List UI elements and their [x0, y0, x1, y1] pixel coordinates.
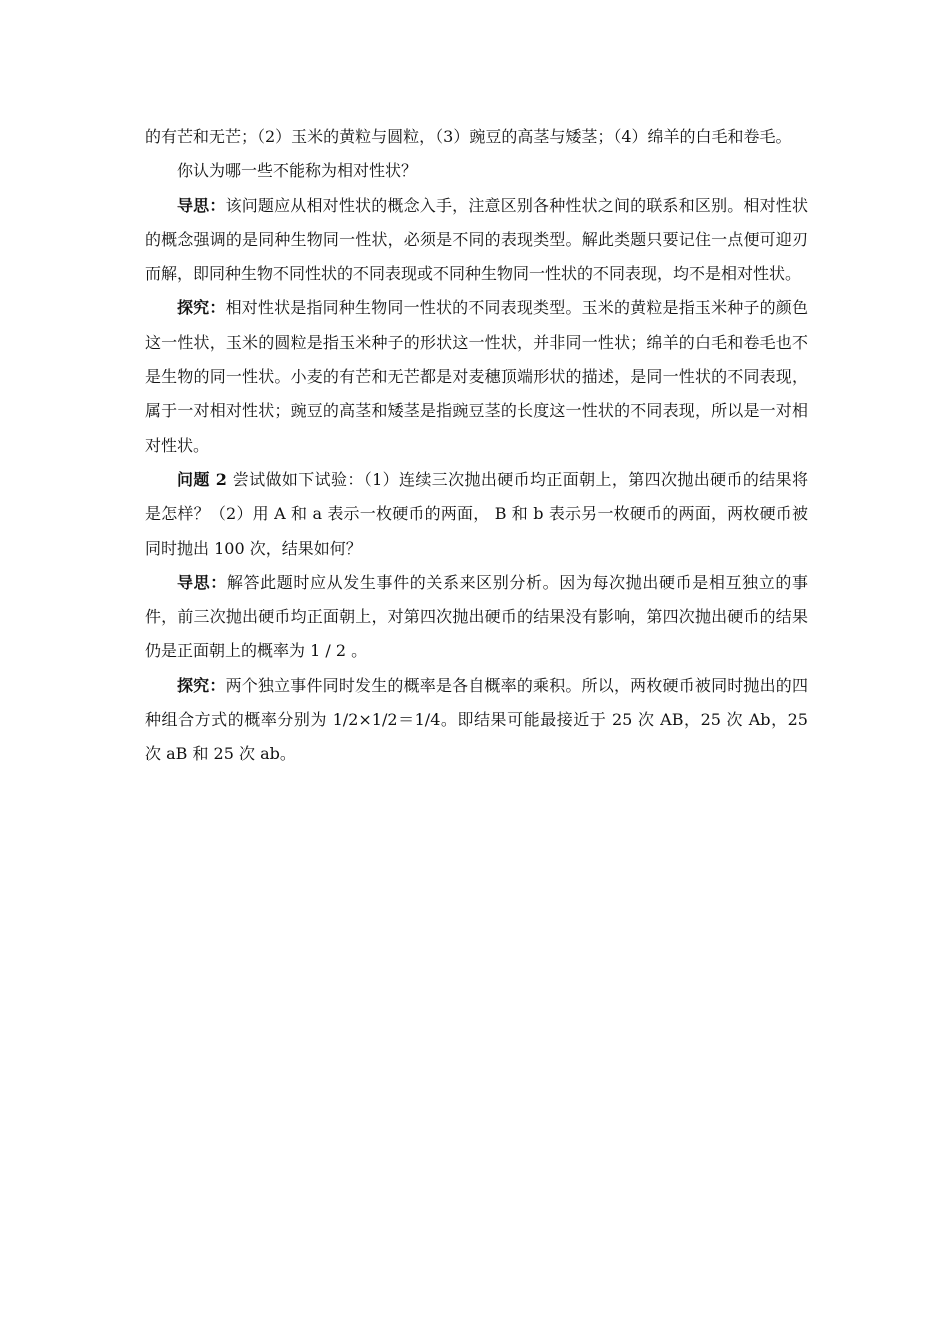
paragraph-problem-2 — [145, 463, 808, 566]
paragraph-text: 相对性状是指同种生物同一性状的不同表现类型。玉米的黄粒是指玉米种子的颜色这一性状，玉米的圆粒是指玉米种子的形状这一性状，并非同一性状；绵羊的白毛和卷毛也不是生物的同一性状。小麦的有芒和无芒都是对麦穗顶端形状的描述，是同一性状的不同表现，属于一对相对性状；豌豆的高茎和矮茎是指豌豆茎的长度这一性状的不同表现，所以是一对相对性状。 — [145, 298, 808, 455]
paragraph-text: 该问题应从相对性状的概念入手，注意区别各种性状之间的联系和区别。相对性状的概念强调的是同种生物同一性状，必须是不同的表现类型。解此类题只要记住一点便可迎刃而解，即同种生物不同性状的不同表现或不同种生物同一性状的不同表现，均不是相对性状。 — [145, 195, 808, 284]
paragraph-text: 解答此题时应从发生事件的关系来区别分析。因为每次抛出硬币是相互独立的事件，前三次抛出硬币均正面朝上，对第四次抛出硬币的结果没有影响，第四次抛出硬币的结果仍是正面朝上的概率为 1 / 2 。 — [145, 572, 808, 661]
paragraph-label: 导思： — [177, 195, 226, 215]
paragraph-guide-2 — [145, 566, 808, 669]
paragraph-text: 你认为哪一些不能称为相对性状？ — [177, 161, 418, 181]
paragraph-text: 的有芒和无芒；（2）玉米的黄粒与圆粒，（3）豌豆的高茎与矮茎；（4）绵羊的白毛和卷毛。 — [145, 127, 792, 146]
document-body — [145, 120, 808, 772]
paragraph-guide-1 — [145, 189, 808, 292]
paragraph-text: 尝试做如下试验：（1）连续三次抛出硬币均正面朝上，第四次抛出硬币的结果将是怎样？（2）用 A 和 a 表示一枚硬币的两面， B 和 b 表示另一枚硬币的两面，两枚硬币被同时抛出 100 次，结果如何？ — [145, 469, 808, 558]
paragraph-explore-2 — [145, 669, 808, 772]
paragraph-text: 两个独立事件同时发生的概率是各自概率的乘积。所以，两枚硬币被同时抛出的四种组合方式的概率分别为 1/2×1/2＝1/4。即结果可能最接近于 25 次 AB，25 次 Ab，25 次 aB 和 25 次 ab。 — [145, 675, 808, 764]
paragraph-label: 探究： — [177, 298, 226, 318]
paragraph-continuation — [145, 120, 808, 154]
paragraph-label: 问题 2 — [177, 469, 233, 489]
paragraph-question — [145, 154, 808, 188]
paragraph-label: 导思： — [177, 572, 227, 592]
paragraph-explore-1 — [145, 291, 808, 462]
paragraph-label: 探究： — [177, 675, 226, 695]
